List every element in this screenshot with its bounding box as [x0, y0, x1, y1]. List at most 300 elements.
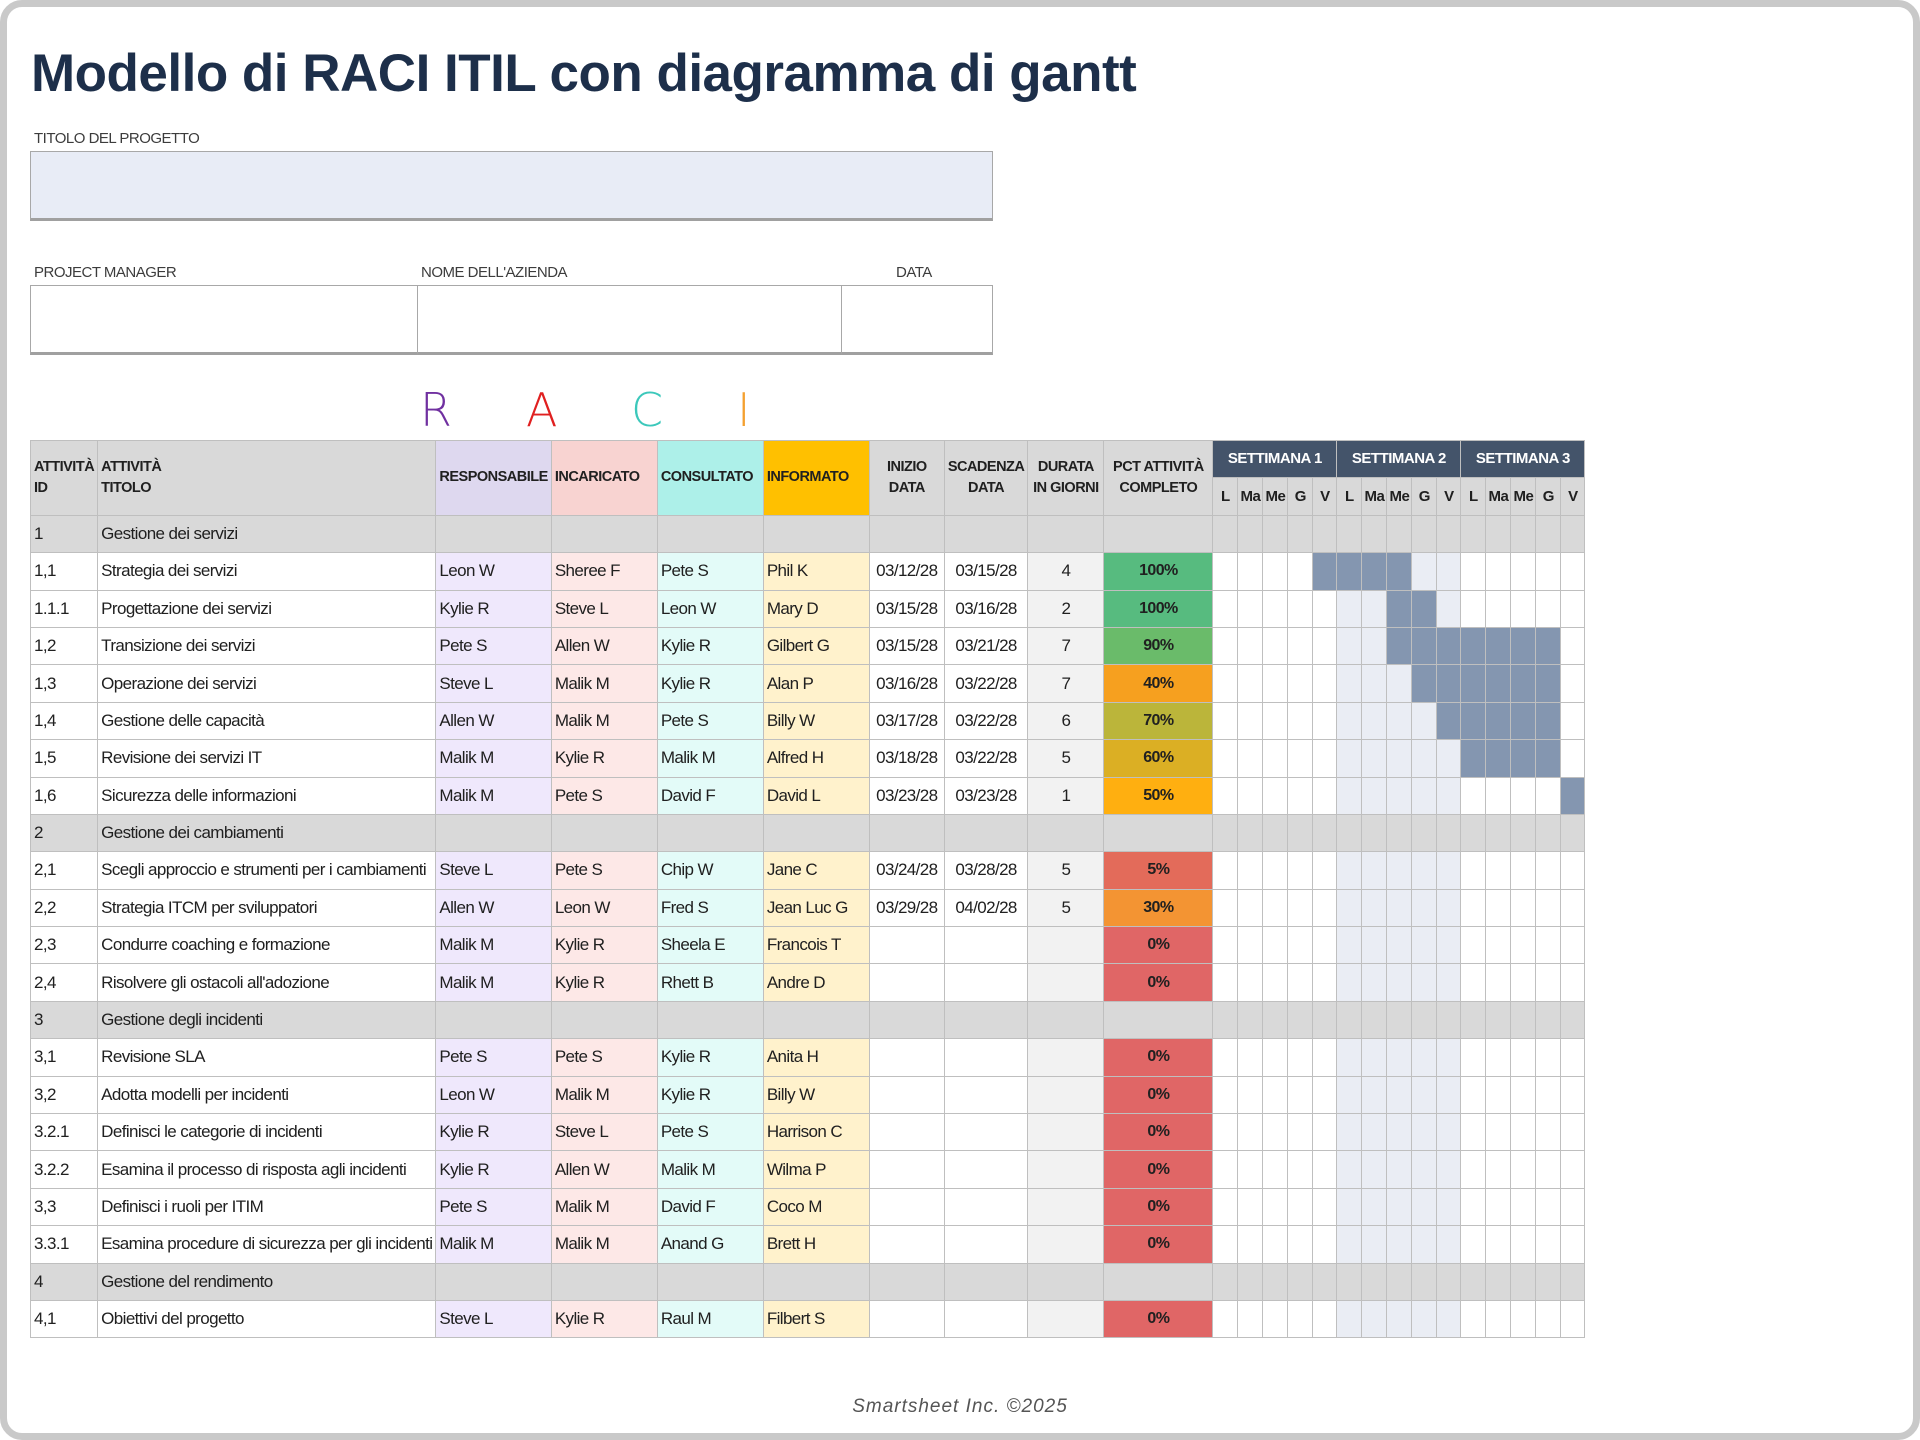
pct-cell[interactable]: 0%: [1104, 1300, 1213, 1337]
pct-cell[interactable]: [1104, 1001, 1213, 1038]
pct-cell[interactable]: 5%: [1104, 852, 1213, 889]
task-id-cell[interactable]: 3.2.1: [31, 1114, 98, 1151]
due-date-cell[interactable]: 03/21/28: [944, 627, 1028, 664]
gantt-cell: [1288, 665, 1313, 702]
task-title-cell[interactable]: Operazione dei servizi: [98, 665, 436, 702]
task-id-cell[interactable]: 4: [31, 1263, 98, 1300]
task-title-cell[interactable]: Definisci i ruoli per ITIM: [98, 1188, 436, 1225]
task-title-cell[interactable]: Transizione dei servizi: [98, 627, 436, 664]
incaricato-cell[interactable]: Sheree F: [551, 553, 657, 590]
task-title-cell[interactable]: Gestione dei servizi: [98, 515, 436, 552]
consultato-cell[interactable]: Raul M: [657, 1300, 763, 1337]
consultato-cell[interactable]: Sheela E: [657, 927, 763, 964]
pct-cell[interactable]: 40%: [1104, 665, 1213, 702]
gantt-bar-cell: [1486, 665, 1511, 702]
gantt-cell: [1412, 1076, 1437, 1113]
consultato-cell[interactable]: Kylie R: [657, 1076, 763, 1113]
pct-cell[interactable]: 0%: [1104, 1151, 1213, 1188]
pct-cell[interactable]: [1104, 515, 1213, 552]
gantt-cell: [1412, 553, 1437, 590]
pct-cell[interactable]: 0%: [1104, 1039, 1213, 1076]
start-date-cell[interactable]: 03/24/28: [869, 852, 944, 889]
task-id-cell[interactable]: 3.2.2: [31, 1151, 98, 1188]
informato-cell[interactable]: Alfred H: [763, 740, 869, 777]
task-id-cell[interactable]: 1: [31, 515, 98, 552]
pct-cell[interactable]: 0%: [1104, 1114, 1213, 1151]
task-title-cell[interactable]: Gestione del rendimento: [98, 1263, 436, 1300]
responsabile-cell[interactable]: Malik M: [436, 740, 551, 777]
gantt-bar-cell: [1313, 553, 1337, 590]
gantt-cell: [1263, 1300, 1288, 1337]
incaricato-cell[interactable]: Malik M: [551, 1226, 657, 1263]
gantt-cell: [1536, 1263, 1561, 1300]
gantt-cell: [1511, 1076, 1536, 1113]
task-title-cell[interactable]: Revisione SLA: [98, 1039, 436, 1076]
start-date-cell[interactable]: [869, 515, 944, 552]
gantt-cell: [1437, 1263, 1461, 1300]
responsabile-cell[interactable]: Allen W: [436, 889, 551, 926]
pct-cell[interactable]: 50%: [1104, 777, 1213, 814]
gantt-cell: [1313, 777, 1337, 814]
gantt-cell: [1536, 852, 1561, 889]
task-title-cell[interactable]: Gestione delle capacità: [98, 702, 436, 739]
responsabile-cell[interactable]: Steve L: [436, 665, 551, 702]
due-date-cell[interactable]: 03/15/28: [944, 553, 1028, 590]
duration-cell[interactable]: [1028, 515, 1104, 552]
pct-cell[interactable]: [1104, 814, 1213, 851]
gantt-cell: [1313, 1039, 1337, 1076]
gantt-cell: [1238, 590, 1263, 627]
informato-cell[interactable]: Jane C: [763, 852, 869, 889]
responsabile-cell[interactable]: Kylie R: [436, 1151, 551, 1188]
duration-cell[interactable]: [1028, 1114, 1104, 1151]
informato-cell[interactable]: Phil K: [763, 553, 869, 590]
gantt-cell: [1387, 1151, 1412, 1188]
task-title-cell[interactable]: Scegli approccio e strumenti per i cambiamenti: [98, 852, 436, 889]
gantt-cell: [1362, 1188, 1387, 1225]
gantt-cell: [1313, 1151, 1337, 1188]
responsabile-cell[interactable]: Malik M: [436, 1226, 551, 1263]
duration-cell[interactable]: 1: [1028, 777, 1104, 814]
duration-cell[interactable]: 6: [1028, 702, 1104, 739]
gantt-cell: [1288, 964, 1313, 1001]
duration-cell[interactable]: 2: [1028, 590, 1104, 627]
consultato-cell[interactable]: David F: [657, 1188, 763, 1225]
informato-cell[interactable]: Alan P: [763, 665, 869, 702]
gantt-bar-cell: [1412, 590, 1437, 627]
duration-cell[interactable]: [1028, 1076, 1104, 1113]
responsabile-cell[interactable]: Leon W: [436, 553, 551, 590]
informato-cell[interactable]: Billy W: [763, 1076, 869, 1113]
due-date-cell[interactable]: [944, 1076, 1028, 1113]
start-date-cell[interactable]: 03/15/28: [869, 627, 944, 664]
responsabile-cell[interactable]: Steve L: [436, 1300, 551, 1337]
gantt-cell: [1486, 1226, 1511, 1263]
duration-cell[interactable]: 5: [1028, 889, 1104, 926]
pct-cell[interactable]: 0%: [1104, 964, 1213, 1001]
responsabile-cell[interactable]: Malik M: [436, 964, 551, 1001]
task-title-cell[interactable]: Sicurezza delle informazioni: [98, 777, 436, 814]
incaricato-cell[interactable]: Steve L: [551, 590, 657, 627]
informato-cell[interactable]: Mary D: [763, 590, 869, 627]
task-id-cell[interactable]: 2,4: [31, 964, 98, 1001]
task-id-cell[interactable]: 2,1: [31, 852, 98, 889]
due-date-cell[interactable]: 03/22/28: [944, 665, 1028, 702]
consultato-cell[interactable]: Leon W: [657, 590, 763, 627]
responsabile-cell[interactable]: [436, 1001, 551, 1038]
gantt-cell: [1213, 1114, 1238, 1151]
consultato-cell[interactable]: Kylie R: [657, 1039, 763, 1076]
due-date-cell[interactable]: [944, 1114, 1028, 1151]
gantt-cell: [1337, 1076, 1362, 1113]
consultato-cell[interactable]: [657, 515, 763, 552]
gantt-bar-cell: [1536, 740, 1561, 777]
gantt-cell: [1213, 814, 1238, 851]
pct-cell[interactable]: [1104, 1263, 1213, 1300]
responsabile-cell[interactable]: Pete S: [436, 627, 551, 664]
start-date-cell[interactable]: [869, 1300, 944, 1337]
consultato-cell[interactable]: Fred S: [657, 889, 763, 926]
task-title-cell[interactable]: Definisci le categorie di incidenti: [98, 1114, 436, 1151]
pct-cell[interactable]: 60%: [1104, 740, 1213, 777]
incaricato-cell[interactable]: Leon W: [551, 889, 657, 926]
task-title-cell[interactable]: Progettazione dei servizi: [98, 590, 436, 627]
pct-cell[interactable]: 100%: [1104, 590, 1213, 627]
task-id-cell[interactable]: 1,6: [31, 777, 98, 814]
task-id-cell[interactable]: 2,3: [31, 927, 98, 964]
consultato-cell[interactable]: [657, 814, 763, 851]
due-date-cell[interactable]: [944, 1039, 1028, 1076]
duration-cell[interactable]: [1028, 1001, 1104, 1038]
gantt-cell: [1561, 665, 1585, 702]
due-date-cell[interactable]: [944, 814, 1028, 851]
due-date-cell[interactable]: [944, 964, 1028, 1001]
incaricato-cell[interactable]: Allen W: [551, 627, 657, 664]
informato-cell[interactable]: Harrison C: [763, 1114, 869, 1151]
consultato-cell[interactable]: David F: [657, 777, 763, 814]
due-date-cell[interactable]: [944, 1151, 1028, 1188]
header-day: Ma: [1486, 478, 1511, 515]
start-date-cell[interactable]: 03/12/28: [869, 553, 944, 590]
task-id-cell[interactable]: 1,1: [31, 553, 98, 590]
gantt-cell: [1536, 1188, 1561, 1225]
start-date-cell[interactable]: [869, 1151, 944, 1188]
start-date-cell[interactable]: 03/29/28: [869, 889, 944, 926]
duration-cell[interactable]: [1028, 927, 1104, 964]
gantt-cell: [1412, 1188, 1437, 1225]
responsabile-cell[interactable]: Kylie R: [436, 590, 551, 627]
duration-cell[interactable]: 4: [1028, 553, 1104, 590]
gantt-cell: [1412, 1300, 1437, 1337]
task-title-cell[interactable]: Obiettivi del progetto: [98, 1300, 436, 1337]
gantt-cell: [1313, 665, 1337, 702]
informato-cell[interactable]: Billy W: [763, 702, 869, 739]
responsabile-cell[interactable]: Allen W: [436, 702, 551, 739]
task-id-cell[interactable]: 3.3.1: [31, 1226, 98, 1263]
incaricato-cell[interactable]: Kylie R: [551, 964, 657, 1001]
gantt-cell: [1511, 553, 1536, 590]
due-date-cell[interactable]: 03/22/28: [944, 740, 1028, 777]
pct-cell[interactable]: 0%: [1104, 1226, 1213, 1263]
gantt-cell: [1313, 852, 1337, 889]
gantt-cell: [1486, 553, 1511, 590]
duration-cell[interactable]: [1028, 1300, 1104, 1337]
pct-cell[interactable]: 90%: [1104, 627, 1213, 664]
duration-cell[interactable]: 5: [1028, 740, 1104, 777]
start-date-cell[interactable]: [869, 1263, 944, 1300]
task-id-cell[interactable]: 3,2: [31, 1076, 98, 1113]
incaricato-cell[interactable]: [551, 515, 657, 552]
due-date-cell[interactable]: 03/16/28: [944, 590, 1028, 627]
start-date-cell[interactable]: [869, 1226, 944, 1263]
gantt-cell: [1213, 1001, 1238, 1038]
duration-cell[interactable]: 7: [1028, 665, 1104, 702]
start-date-cell[interactable]: [869, 1001, 944, 1038]
gantt-bar-cell: [1511, 665, 1536, 702]
due-date-cell[interactable]: 03/22/28: [944, 702, 1028, 739]
pct-cell[interactable]: 30%: [1104, 889, 1213, 926]
task-id-cell[interactable]: 3,1: [31, 1039, 98, 1076]
informato-cell[interactable]: Brett H: [763, 1226, 869, 1263]
task-id-cell[interactable]: 3,3: [31, 1188, 98, 1225]
gantt-cell: [1437, 1188, 1461, 1225]
gantt-cell: [1511, 1001, 1536, 1038]
start-date-cell[interactable]: 03/15/28: [869, 590, 944, 627]
gantt-cell: [1387, 1263, 1412, 1300]
header-duration: DURATA IN GIORNI: [1028, 441, 1104, 516]
duration-cell[interactable]: [1028, 1188, 1104, 1225]
informato-cell[interactable]: Coco M: [763, 1188, 869, 1225]
gantt-cell: [1412, 777, 1437, 814]
responsabile-cell[interactable]: Pete S: [436, 1039, 551, 1076]
gantt-cell: [1486, 1039, 1511, 1076]
duration-cell[interactable]: [1028, 1263, 1104, 1300]
informato-cell[interactable]: Gilbert G: [763, 627, 869, 664]
incaricato-cell[interactable]: [551, 814, 657, 851]
consultato-cell[interactable]: Pete S: [657, 702, 763, 739]
gantt-cell: [1561, 814, 1585, 851]
gantt-cell: [1561, 702, 1585, 739]
task-id-cell[interactable]: 1,2: [31, 627, 98, 664]
task-title-cell[interactable]: Gestione dei cambiamenti: [98, 814, 436, 851]
responsabile-cell[interactable]: Pete S: [436, 1188, 551, 1225]
due-date-cell[interactable]: [944, 515, 1028, 552]
informato-cell[interactable]: Andre D: [763, 964, 869, 1001]
start-date-cell[interactable]: [869, 1188, 944, 1225]
informato-cell[interactable]: Wilma P: [763, 1151, 869, 1188]
incaricato-cell[interactable]: [551, 1001, 657, 1038]
informato-cell[interactable]: [763, 1001, 869, 1038]
responsabile-cell[interactable]: Kylie R: [436, 1114, 551, 1151]
task-id-cell[interactable]: 2: [31, 814, 98, 851]
start-date-cell[interactable]: [869, 927, 944, 964]
informato-cell[interactable]: Jean Luc G: [763, 889, 869, 926]
consultato-cell[interactable]: Kylie R: [657, 627, 763, 664]
informato-cell[interactable]: David L: [763, 777, 869, 814]
gantt-bar-cell: [1486, 740, 1511, 777]
start-date-cell[interactable]: [869, 964, 944, 1001]
consultato-cell[interactable]: Kylie R: [657, 665, 763, 702]
project-title-field[interactable]: [30, 151, 993, 221]
duration-cell[interactable]: [1028, 1226, 1104, 1263]
incaricato-cell[interactable]: Steve L: [551, 1114, 657, 1151]
gantt-cell: [1437, 553, 1461, 590]
gantt-cell: [1486, 590, 1511, 627]
informato-cell[interactable]: [763, 814, 869, 851]
task-id-cell[interactable]: 1,4: [31, 702, 98, 739]
task-row: [31, 777, 1585, 814]
gantt-bar-cell: [1461, 740, 1486, 777]
pct-cell[interactable]: 70%: [1104, 702, 1213, 739]
gantt-cell: [1263, 702, 1288, 739]
task-row: [31, 889, 1585, 926]
gantt-cell: [1313, 515, 1337, 552]
incaricato-cell[interactable]: Allen W: [551, 1151, 657, 1188]
task-id-cell[interactable]: 4,1: [31, 1300, 98, 1337]
consultato-cell[interactable]: Anand G: [657, 1226, 763, 1263]
incaricato-cell[interactable]: Kylie R: [551, 927, 657, 964]
task-title-cell[interactable]: Risolvere gli ostacoli all'adozione: [98, 964, 436, 1001]
gantt-cell: [1313, 927, 1337, 964]
due-date-cell[interactable]: 03/23/28: [944, 777, 1028, 814]
header-day: Me: [1511, 478, 1536, 515]
due-date-cell[interactable]: [944, 1226, 1028, 1263]
duration-cell[interactable]: 5: [1028, 852, 1104, 889]
task-title-cell[interactable]: Esamina il processo di risposta agli incidenti: [98, 1151, 436, 1188]
pct-cell[interactable]: 0%: [1104, 1188, 1213, 1225]
consultato-cell[interactable]: Pete S: [657, 553, 763, 590]
task-id-cell[interactable]: 2,2: [31, 889, 98, 926]
task-title-cell[interactable]: Adotta modelli per incidenti: [98, 1076, 436, 1113]
header-consultato: CONSULTATO: [657, 441, 763, 516]
informato-cell[interactable]: [763, 515, 869, 552]
responsabile-cell[interactable]: [436, 1263, 551, 1300]
start-date-cell[interactable]: 03/18/28: [869, 740, 944, 777]
due-date-cell[interactable]: [944, 927, 1028, 964]
task-title-cell[interactable]: Strategia dei servizi: [98, 553, 436, 590]
incaricato-cell[interactable]: Kylie R: [551, 740, 657, 777]
incaricato-cell[interactable]: Malik M: [551, 1188, 657, 1225]
due-date-cell[interactable]: [944, 1001, 1028, 1038]
duration-cell[interactable]: 7: [1028, 627, 1104, 664]
company-name-field[interactable]: [417, 285, 842, 355]
start-date-cell[interactable]: [869, 1076, 944, 1113]
gantt-cell: [1263, 1151, 1288, 1188]
duration-cell[interactable]: [1028, 964, 1104, 1001]
start-date-cell[interactable]: 03/16/28: [869, 665, 944, 702]
task-title-cell[interactable]: Strategia ITCM per sviluppatori: [98, 889, 436, 926]
informato-cell[interactable]: Filbert S: [763, 1300, 869, 1337]
responsabile-cell[interactable]: Malik M: [436, 777, 551, 814]
header-informato: INFORMATO: [763, 441, 869, 516]
due-date-cell[interactable]: 04/02/28: [944, 889, 1028, 926]
start-date-cell[interactable]: 03/17/28: [869, 702, 944, 739]
incaricato-cell[interactable]: Malik M: [551, 702, 657, 739]
start-date-cell[interactable]: [869, 1114, 944, 1151]
task-id-cell[interactable]: 3: [31, 1001, 98, 1038]
task-id-cell[interactable]: 1,5: [31, 740, 98, 777]
header-day: G: [1288, 478, 1313, 515]
gantt-cell: [1561, 1001, 1585, 1038]
pct-cell[interactable]: 0%: [1104, 1076, 1213, 1113]
pct-cell[interactable]: 100%: [1104, 553, 1213, 590]
gantt-cell: [1412, 814, 1437, 851]
task-title-cell[interactable]: Revisione dei servizi IT: [98, 740, 436, 777]
incaricato-cell[interactable]: Pete S: [551, 777, 657, 814]
incaricato-cell[interactable]: [551, 1263, 657, 1300]
consultato-cell[interactable]: Malik M: [657, 740, 763, 777]
incaricato-cell[interactable]: Pete S: [551, 1039, 657, 1076]
responsabile-cell[interactable]: Malik M: [436, 927, 551, 964]
gantt-cell: [1536, 1151, 1561, 1188]
task-title-cell[interactable]: Esamina procedure di sicurezza per gli incidenti: [98, 1226, 436, 1263]
task-id-cell[interactable]: 1,3: [31, 665, 98, 702]
informato-cell[interactable]: [763, 1263, 869, 1300]
header-day: G: [1412, 478, 1437, 515]
gantt-cell: [1263, 964, 1288, 1001]
gantt-cell: [1337, 777, 1362, 814]
gantt-cell: [1561, 964, 1585, 1001]
header-pct: PCT ATTIVITÀ COMPLETO: [1104, 441, 1213, 516]
consultato-cell[interactable]: Malik M: [657, 1151, 763, 1188]
gantt-cell: [1238, 889, 1263, 926]
incaricato-cell[interactable]: Kylie R: [551, 1300, 657, 1337]
consultato-cell[interactable]: Pete S: [657, 1114, 763, 1151]
due-date-cell[interactable]: [944, 1263, 1028, 1300]
task-title-cell[interactable]: Condurre coaching e formazione: [98, 927, 436, 964]
start-date-cell[interactable]: 03/23/28: [869, 777, 944, 814]
header-responsabile: RESPONSABILE: [436, 441, 551, 516]
gantt-cell: [1337, 702, 1362, 739]
gantt-bar-cell: [1511, 627, 1536, 664]
due-date-cell[interactable]: [944, 1300, 1028, 1337]
incaricato-cell[interactable]: Pete S: [551, 852, 657, 889]
gantt-cell: [1238, 852, 1263, 889]
start-date-cell[interactable]: [869, 1039, 944, 1076]
responsabile-cell[interactable]: [436, 515, 551, 552]
consultato-cell[interactable]: [657, 1001, 763, 1038]
consultato-cell[interactable]: Rhett B: [657, 964, 763, 1001]
gantt-cell: [1313, 1076, 1337, 1113]
task-id-cell[interactable]: 1.1.1: [31, 590, 98, 627]
gantt-cell: [1461, 1076, 1486, 1113]
gantt-cell: [1511, 1151, 1536, 1188]
pct-cell[interactable]: 0%: [1104, 927, 1213, 964]
date-field[interactable]: [841, 285, 993, 355]
incaricato-cell[interactable]: Malik M: [551, 1076, 657, 1113]
gantt-cell: [1362, 814, 1387, 851]
consultato-cell[interactable]: [657, 1263, 763, 1300]
responsabile-cell[interactable]: Steve L: [436, 852, 551, 889]
task-title-cell[interactable]: Gestione degli incidenti: [98, 1001, 436, 1038]
due-date-cell[interactable]: 03/28/28: [944, 852, 1028, 889]
due-date-cell[interactable]: [944, 1188, 1028, 1225]
start-date-cell[interactable]: [869, 814, 944, 851]
duration-cell[interactable]: [1028, 814, 1104, 851]
incaricato-cell[interactable]: Malik M: [551, 665, 657, 702]
consultato-cell[interactable]: Chip W: [657, 852, 763, 889]
informato-cell[interactable]: Anita H: [763, 1039, 869, 1076]
project-manager-field[interactable]: [30, 285, 418, 355]
task-row: [31, 927, 1585, 964]
responsabile-cell[interactable]: Leon W: [436, 1076, 551, 1113]
responsabile-cell[interactable]: [436, 814, 551, 851]
gantt-cell: [1213, 1188, 1238, 1225]
duration-cell[interactable]: [1028, 1151, 1104, 1188]
informato-cell[interactable]: Francois T: [763, 927, 869, 964]
duration-cell[interactable]: [1028, 1039, 1104, 1076]
gantt-cell: [1511, 1300, 1536, 1337]
